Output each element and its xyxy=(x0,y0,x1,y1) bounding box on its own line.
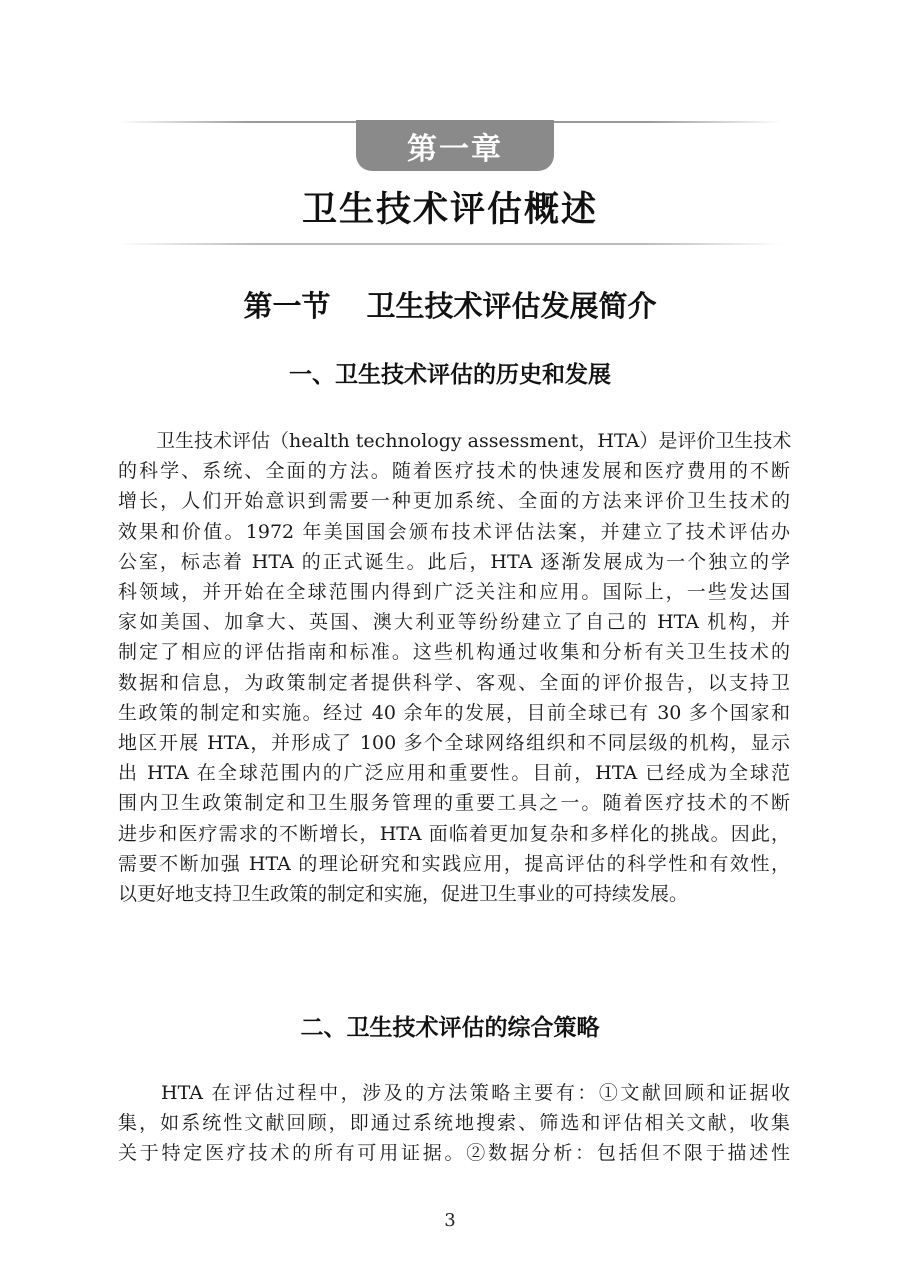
text-line: 生政策的制定和实施。经过 40 余年的发展，目前全球已有 30 多个国家和 xyxy=(118,701,790,724)
text-line: 的科学、系统、全面的方法。随着医疗技术的快速发展和医疗费用的不断 xyxy=(118,460,790,483)
section-number: 第一节 xyxy=(243,289,331,323)
text-line: 效果和价值。1972 年美国国会颁布技术评估法案，并建立了技术评估办 xyxy=(118,520,790,543)
paragraph-strategy xyxy=(118,1078,790,1169)
text-line: 出 HTA 在全球范围内的广泛应用和重要性。目前，HTA 已经成为全球范 xyxy=(118,762,790,785)
text-line: 卫生技术评估（health technology assessment，HTA）是评价卫生技术 xyxy=(118,430,792,452)
text-line: 进步和医疗需求的不断增长，HTA 面临着更加复杂和多样化的挑战。因此， xyxy=(118,822,790,845)
paragraph-history xyxy=(118,426,790,909)
text-line: 制定了相应的评估指南和标准。这些机构通过收集和分析有关卫生技术的 xyxy=(118,641,790,664)
text-line: 地区开展 HTA，并形成了 100 多个全球网络组织和不同层级的机构，显示 xyxy=(118,732,790,755)
section-title: 卫生技术评估发展简介 xyxy=(366,289,657,323)
text-line: 科领域，并开始在全球范围内得到广泛关注和应用。国际上，一些发达国 xyxy=(118,581,790,604)
text-line: 关于特定医疗技术的所有可用证据。②数据分析：包括但不限于描述性 xyxy=(118,1142,790,1165)
chapter-bottom-rule xyxy=(118,243,782,245)
text-line: 需要不断加强 HTA 的理论研究和实践应用，提高评估的科学性和有效性， xyxy=(118,852,790,875)
text-line: 家如美国、加拿大、英国、澳大利亚等纷纷建立了自己的 HTA 机构，并 xyxy=(118,611,790,634)
page-number: 3 xyxy=(444,1210,456,1231)
text-line: HTA 在评估过程中，涉及的方法策略主要有：①文献回顾和证据收 xyxy=(118,1082,790,1104)
text-line: 数据和信息，为政策制定者提供科学、客观、全面的评价报告，以支持卫 xyxy=(118,671,790,694)
text-line: 增长，人们开始意识到需要一种更加系统、全面的方法来评价卫生技术的 xyxy=(118,490,790,513)
chapter-title: 卫生技术评估概述 xyxy=(301,189,598,230)
section-heading xyxy=(0,284,900,325)
subsection-heading-1: 一、卫生技术评估的历史和发展 xyxy=(289,361,611,388)
text-line: 集，如系统性文献回顾，即通过系统地搜索、筛选和评估相关文献，收集 xyxy=(118,1112,790,1135)
text-line: 以更好地支持卫生政策的制定和实施，促进卫生事业的可持续发展。 xyxy=(118,883,689,906)
chapter-badge: 第一章 xyxy=(356,120,554,171)
text-line: 公室，标志着 HTA 的正式诞生。此后，HTA 逐渐发展成为一个独立的学 xyxy=(118,550,790,573)
text-line: 围内卫生政策制定和卫生服务管理的重要工具之一。随着医疗技术的不断 xyxy=(118,792,790,815)
subsection-heading-2: 二、卫生技术评估的综合策略 xyxy=(300,1014,600,1041)
